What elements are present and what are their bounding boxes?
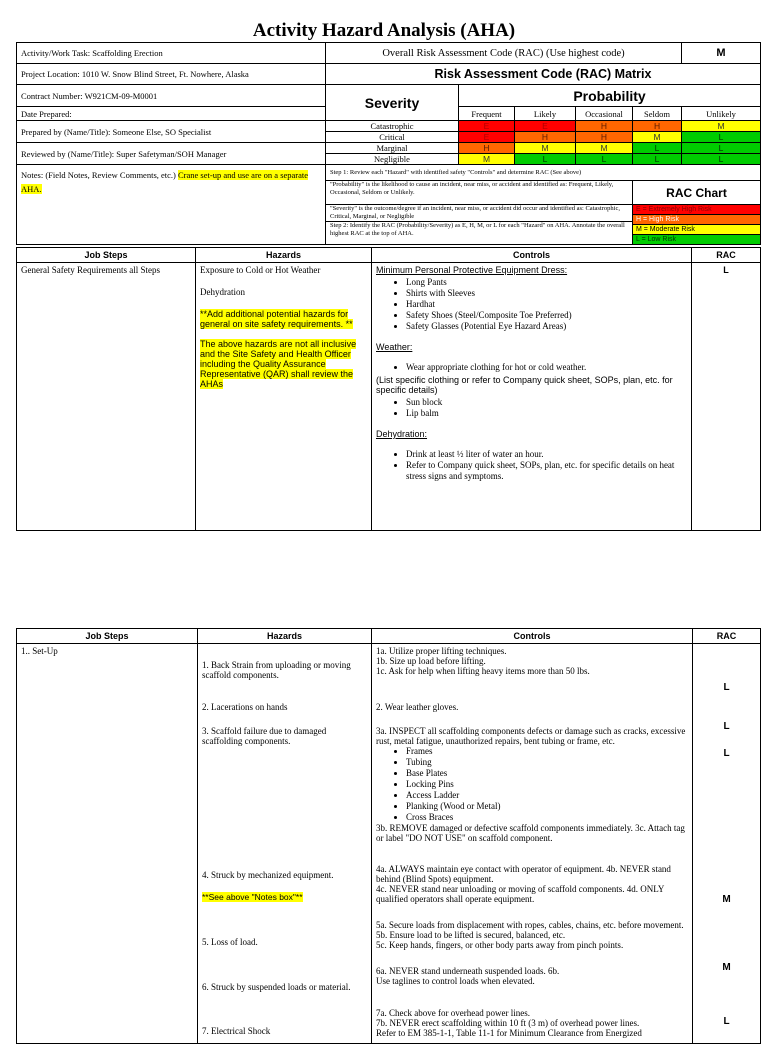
control-item: 4c. NEVER stand near unloading or moving of scaffold components. 4d. ONLY qualified operators shall operate equipment. [376,884,665,904]
control-item: 4a. ALWAYS maintain eye contact with operator of equipment. 4b. NEVER stand behind (Blind Spots) equipment. [376,864,671,884]
list-item: • Tubing [406,757,688,768]
hazard-item: 6. Struck by suspended loads or material. [202,982,351,992]
rac-value: L [723,682,730,693]
notes-label: Notes: (Field Notes, Review Comments, etc.) [21,170,176,180]
probability-header: Probability [459,85,761,107]
col-job-steps: Job Steps [17,629,198,644]
rac-cell: E [459,132,515,143]
rac-cell: E [515,121,576,132]
rac-value: L [723,1016,730,1027]
prob-col-occasional: Occasional [576,107,633,121]
list-item: • Long Pants [406,277,687,288]
rac-cell: L [682,132,761,143]
reviewed-field: Reviewed by (Name/Title): Super Safetyman/SOH Manager [17,143,326,165]
severity-negligible: Negligible [326,154,459,165]
control-item: 5b. Ensure load to be lifted is secured, balanced, etc. [376,930,566,940]
job-step: 1.. Set-Up [17,644,198,1044]
job-step: General Safety Requirements all Steps [17,263,196,531]
list-item: • Refer to Company quick sheet, SOPs, plan, etc. for specific details on heat stress signs and symptoms. [406,460,687,482]
setup-table [16,628,761,1044]
list-item: • Cross Braces [406,812,688,823]
rac-value: L [723,748,730,759]
weather-list [376,362,687,373]
col-hazards: Hazards [196,248,372,263]
rac-cell: L [682,154,761,165]
control-item: 3a. INSPECT all scaffolding components defects or damage such as cracks, excessive rust, metal fatigue, unauthorized repairs, bent tubing or frame, etc. [376,726,686,746]
rac-cell: L [682,143,761,154]
location-field: Project Location: 1010 W. Snow Blind Street, Ft. Nowhere, Alaska [17,64,326,85]
hazards-cell [196,263,372,531]
date-field: Date Prepared: [17,107,326,121]
severity-marginal: Marginal [326,143,459,154]
col-job-steps: Job Steps [17,248,196,263]
rac-cell: M [459,154,515,165]
list-item: • Frames [406,746,688,757]
list-item: • Hardhat [406,299,687,310]
rac-cell: H [633,121,682,132]
rac-value: M [722,894,731,905]
hazard-note: **Add additional potential hazards for general on site safety requirements. ** [200,309,353,329]
rac-cell-column [693,644,761,1044]
control-item: Use taglines to control loads when elevated. [376,976,535,986]
hazard-item: Dehydration [200,287,245,297]
col-controls: Controls [372,248,692,263]
notes-text: Crane set-up and use are on a separate AHA. [21,170,309,194]
list-item: • Access Ladder [406,790,688,801]
prob-col-frequent: Frequent [459,107,515,121]
col-controls: Controls [372,629,693,644]
list-item: • Safety Shoes (Steel/Composite Toe Preferred) [406,310,687,321]
legend-extremely-high: E = Extremely High Risk [633,205,760,215]
control-item: 3b. REMOVE damaged or defective scaffold components immediately. 3c. Attach tag or label "DO NOT USE" on scaffold component. [376,823,685,843]
probability-note: "Probability" is the likelihood to cause an incident, near miss, or accident and identified as: Frequent, Likely, Occasional, Seldom or Unlikely. [326,181,633,205]
control-item: 7a. Check above for overhead power lines. [376,1008,530,1018]
list-item: • Planking (Wood or Metal) [406,801,688,812]
list-item: • Sun block [406,397,687,408]
hazard-item: 1. Back Strain from uploading or moving scaffold components. [202,660,351,680]
overall-rac-label: Overall Risk Assessment Code (RAC) (Use highest code) [326,43,682,64]
rac-cell: M [633,132,682,143]
legend-high: H = High Risk [633,215,760,225]
step2-text: Step 2: Identify the RAC (Probability/Severity) as E, H, M, or L for each "Hazard" on AHA. Annotate the overall highest RAC at the top of AHA. [330,222,625,237]
rac-chart-legend [633,205,761,245]
control-item: 6a. NEVER stand underneath suspended loads. 6b. [376,966,560,976]
severity-catastrophic: Catastrophic [326,121,459,132]
hazard-disclaimer: The above hazards are not all inclusive and the Site Safety and Health Officer including the Quality Assurance Representative (QAR) shall review the AHAs [200,339,357,389]
rac-matrix-title: Risk Assessment Code (RAC) Matrix [326,64,761,85]
prob-col-likely: Likely [515,107,576,121]
component-list [376,746,688,823]
hazard-item: 4. Struck by mechanized equipment. [202,870,334,880]
list-item: • Wear appropriate clothing for hot or cold weather. [406,362,687,373]
control-item: 2. Wear leather gloves. [376,702,459,712]
prob-col-unlikely: Unlikely [682,107,761,121]
ppe-list [376,277,687,332]
hazard-item: 2. Lacerations on hands [202,702,288,712]
hazards-cell [198,644,372,1044]
controls-cell [372,263,692,531]
rac-cell: H [576,132,633,143]
overall-rac-value: M [682,43,761,64]
activity-field: Activity/Work Task: Scaffolding Erection [17,43,326,64]
rac-value: L [723,721,730,732]
hazard-note: **See above "Notes box"** [202,892,303,902]
rac-cell: M [515,143,576,154]
rac-cell: M [682,121,761,132]
legend-low: L = Low Risk [633,235,760,244]
severity-note-cell [326,205,633,245]
notes-field [17,165,326,245]
hazard-item: 5. Loss of load. [202,937,258,947]
col-rac: RAC [693,629,761,644]
rac-cell: L [633,154,682,165]
list-item: • Drink at least ½ liter of water an hour. [406,449,687,460]
contract-field: Contract Number: W921CM-09-M0001 [17,85,326,107]
control-item: 1b. Size up load before lifting. [376,656,486,666]
weather-extras-list [376,397,687,419]
rac-value: L [692,263,761,531]
rac-value: M [722,962,731,973]
rac-cell: E [459,121,515,132]
control-item: 1c. Ask for help when lifting heavy items more than 50 lbs. [376,666,590,676]
rac-cell: H [515,132,576,143]
dehydration-list [376,449,687,482]
control-item: 5a. Secure loads from displacement with ropes, cables, chains, etc. before movement. [376,920,684,930]
ppe-heading: Minimum Personal Protective Equipment Dress: [376,265,568,275]
hazard-item: Exposure to Cold or Hot Weather [200,265,321,275]
severity-note: "Severity" is the outcome/degree if an incident, near miss, or accident did occur and identified as: Catastrophic, Critical, Marginal, or Negligible [326,205,632,222]
list-item: • Shirts with Sleeves [406,288,687,299]
dehydration-heading: Dehydration: [376,429,428,439]
weather-heading: Weather: [376,342,413,352]
rac-cell: H [459,143,515,154]
rac-chart-title: RAC Chart [633,181,761,205]
control-item: 1a. Utilize proper lifting techniques. [376,646,507,656]
control-item: 7b. NEVER erect scaffolding within 10 ft (3 m) of overhead power lines. [376,1018,640,1028]
weather-note: (List specific clothing or refer to Company quick sheet, SOPs, plan, etc. for specific details) [376,375,673,395]
control-item: Refer to EM 385-1-1, Table 11-1 for Minimum Clearance from Energized [376,1028,642,1038]
hazard-item: 7. Electrical Shock [202,1026,271,1036]
document-title: Activity Hazard Analysis (AHA) [252,20,516,41]
hazard-item: 3. Scaffold failure due to damaged scaffolding components. [202,726,327,746]
control-item: 5c. Keep hands, fingers, or other body parts away from pinch points. [376,940,624,950]
rac-cell: L [576,154,633,165]
general-safety-table [16,247,761,531]
rac-cell: H [576,121,633,132]
legend-moderate: M = Moderate Risk [633,225,760,235]
col-hazards: Hazards [198,629,372,644]
list-item: • Locking Pins [406,779,688,790]
col-rac: RAC [692,248,761,263]
rac-cell: L [515,154,576,165]
severity-critical: Critical [326,132,459,143]
rac-cell: L [633,143,682,154]
prob-col-seldom: Seldom [633,107,682,121]
list-item: • Lip balm [406,408,687,419]
rac-cell: M [576,143,633,154]
list-item: • Safety Glasses (Potential Eye Hazard Areas) [406,321,687,332]
prepared-field: Prepared by (Name/Title): Someone Else, SO Specialist [17,121,326,143]
step1-text: Step 1: Review each "Hazard" with identified safety "Controls" and determine RAC (See above) [326,165,761,181]
severity-header: Severity [326,85,459,121]
list-item: • Base Plates [406,768,688,779]
controls-cell [372,644,693,1044]
header-table [16,42,761,245]
